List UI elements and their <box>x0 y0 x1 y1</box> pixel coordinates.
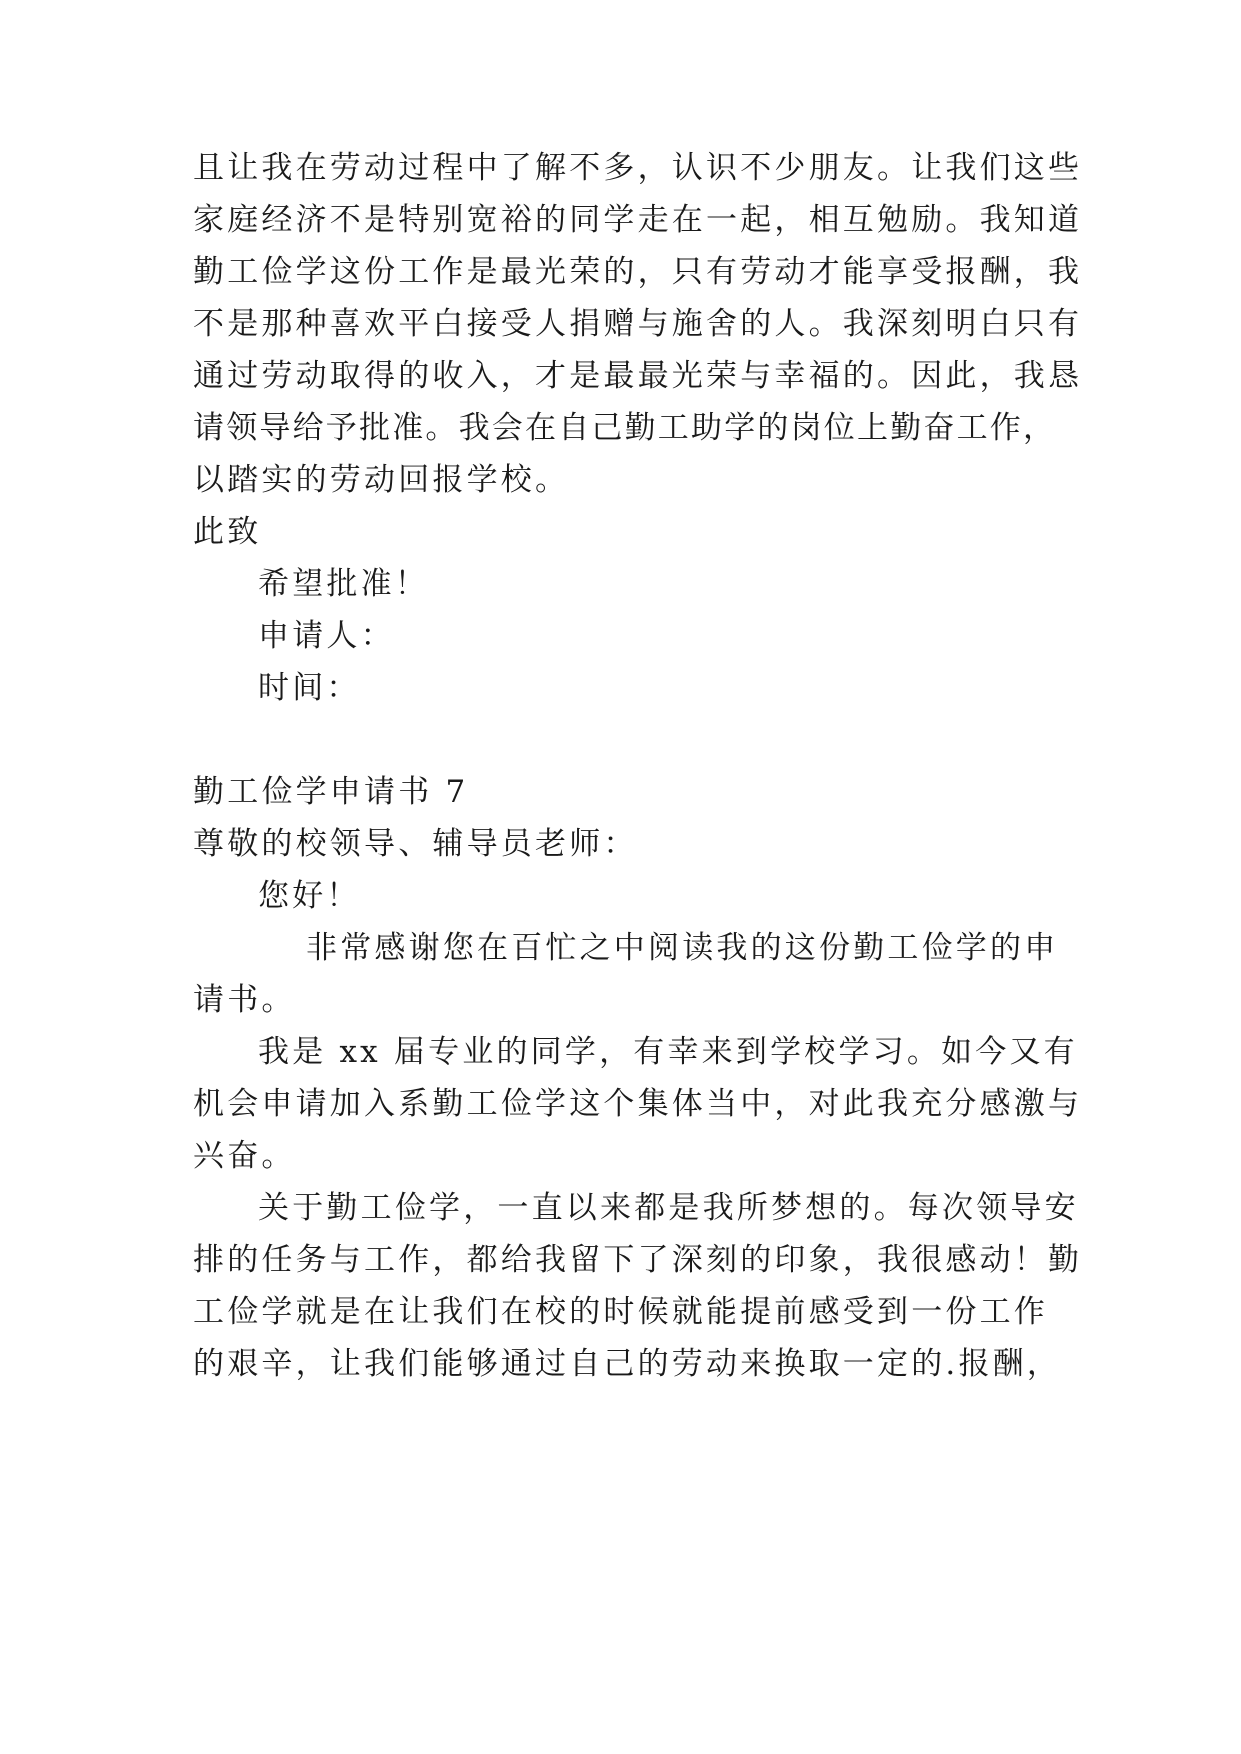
body-line: 请领导给予批准。我会在自己勤工助学的岗位上勤奋工作， <box>193 410 1057 446</box>
letter-title: 勤工俭学申请书 7 <box>193 774 469 810</box>
body-line: 通过劳动取得的收入，才是最最光荣与幸福的。因此，我恳 <box>193 358 1083 394</box>
paragraph-line: 机会申请加入系勤工俭学这个集体当中，对此我充分感激与 <box>193 1086 1083 1122</box>
salutation: 尊敬的校领导、辅导员老师： <box>193 826 638 862</box>
body-line: 家庭经济不是特别宽裕的同学走在一起，相互勉励。我知道 <box>193 202 1083 238</box>
paragraph-line: 非常感谢您在百忙之中阅读我的这份勤工俭学的申 <box>306 930 1059 966</box>
paragraph-line: 排的任务与工作，都给我留下了深刻的印象，我很感动！勤 <box>193 1242 1083 1278</box>
body-line: 勤工俭学这份工作是最光荣的，只有劳动才能享受报酬，我 <box>193 254 1083 290</box>
paragraph-line: 的艰辛，让我们能够通过自己的劳动来换取一定的.报酬， <box>193 1346 1062 1382</box>
body-line: 以踏实的劳动回报学校。 <box>193 462 570 498</box>
time-label: 时间： <box>258 670 361 706</box>
paragraph-line: 兴奋。 <box>193 1138 296 1174</box>
paragraph-line: 关于勤工俭学，一直以来都是我所梦想的。每次领导安 <box>258 1190 1079 1226</box>
paragraph-line: 我是 xx 届专业的同学，有幸来到学校学习。如今又有 <box>258 1034 1078 1070</box>
body-line: 且让我在劳动过程中了解不多，认识不少朋友。让我们这些 <box>193 150 1083 186</box>
closing-text: 此致 <box>193 514 262 550</box>
body-line: 不是那种喜欢平白接受人捐赠与施舍的人。我深刻明白只有 <box>193 306 1083 342</box>
applicant-label: 申请人： <box>258 618 395 654</box>
paragraph-line: 请书。 <box>193 982 296 1018</box>
hope-text: 希望批准！ <box>258 566 429 602</box>
paragraph-line: 工俭学就是在让我们在校的时候就能提前感受到一份工作 <box>193 1294 1048 1330</box>
greeting: 您好！ <box>258 878 361 914</box>
